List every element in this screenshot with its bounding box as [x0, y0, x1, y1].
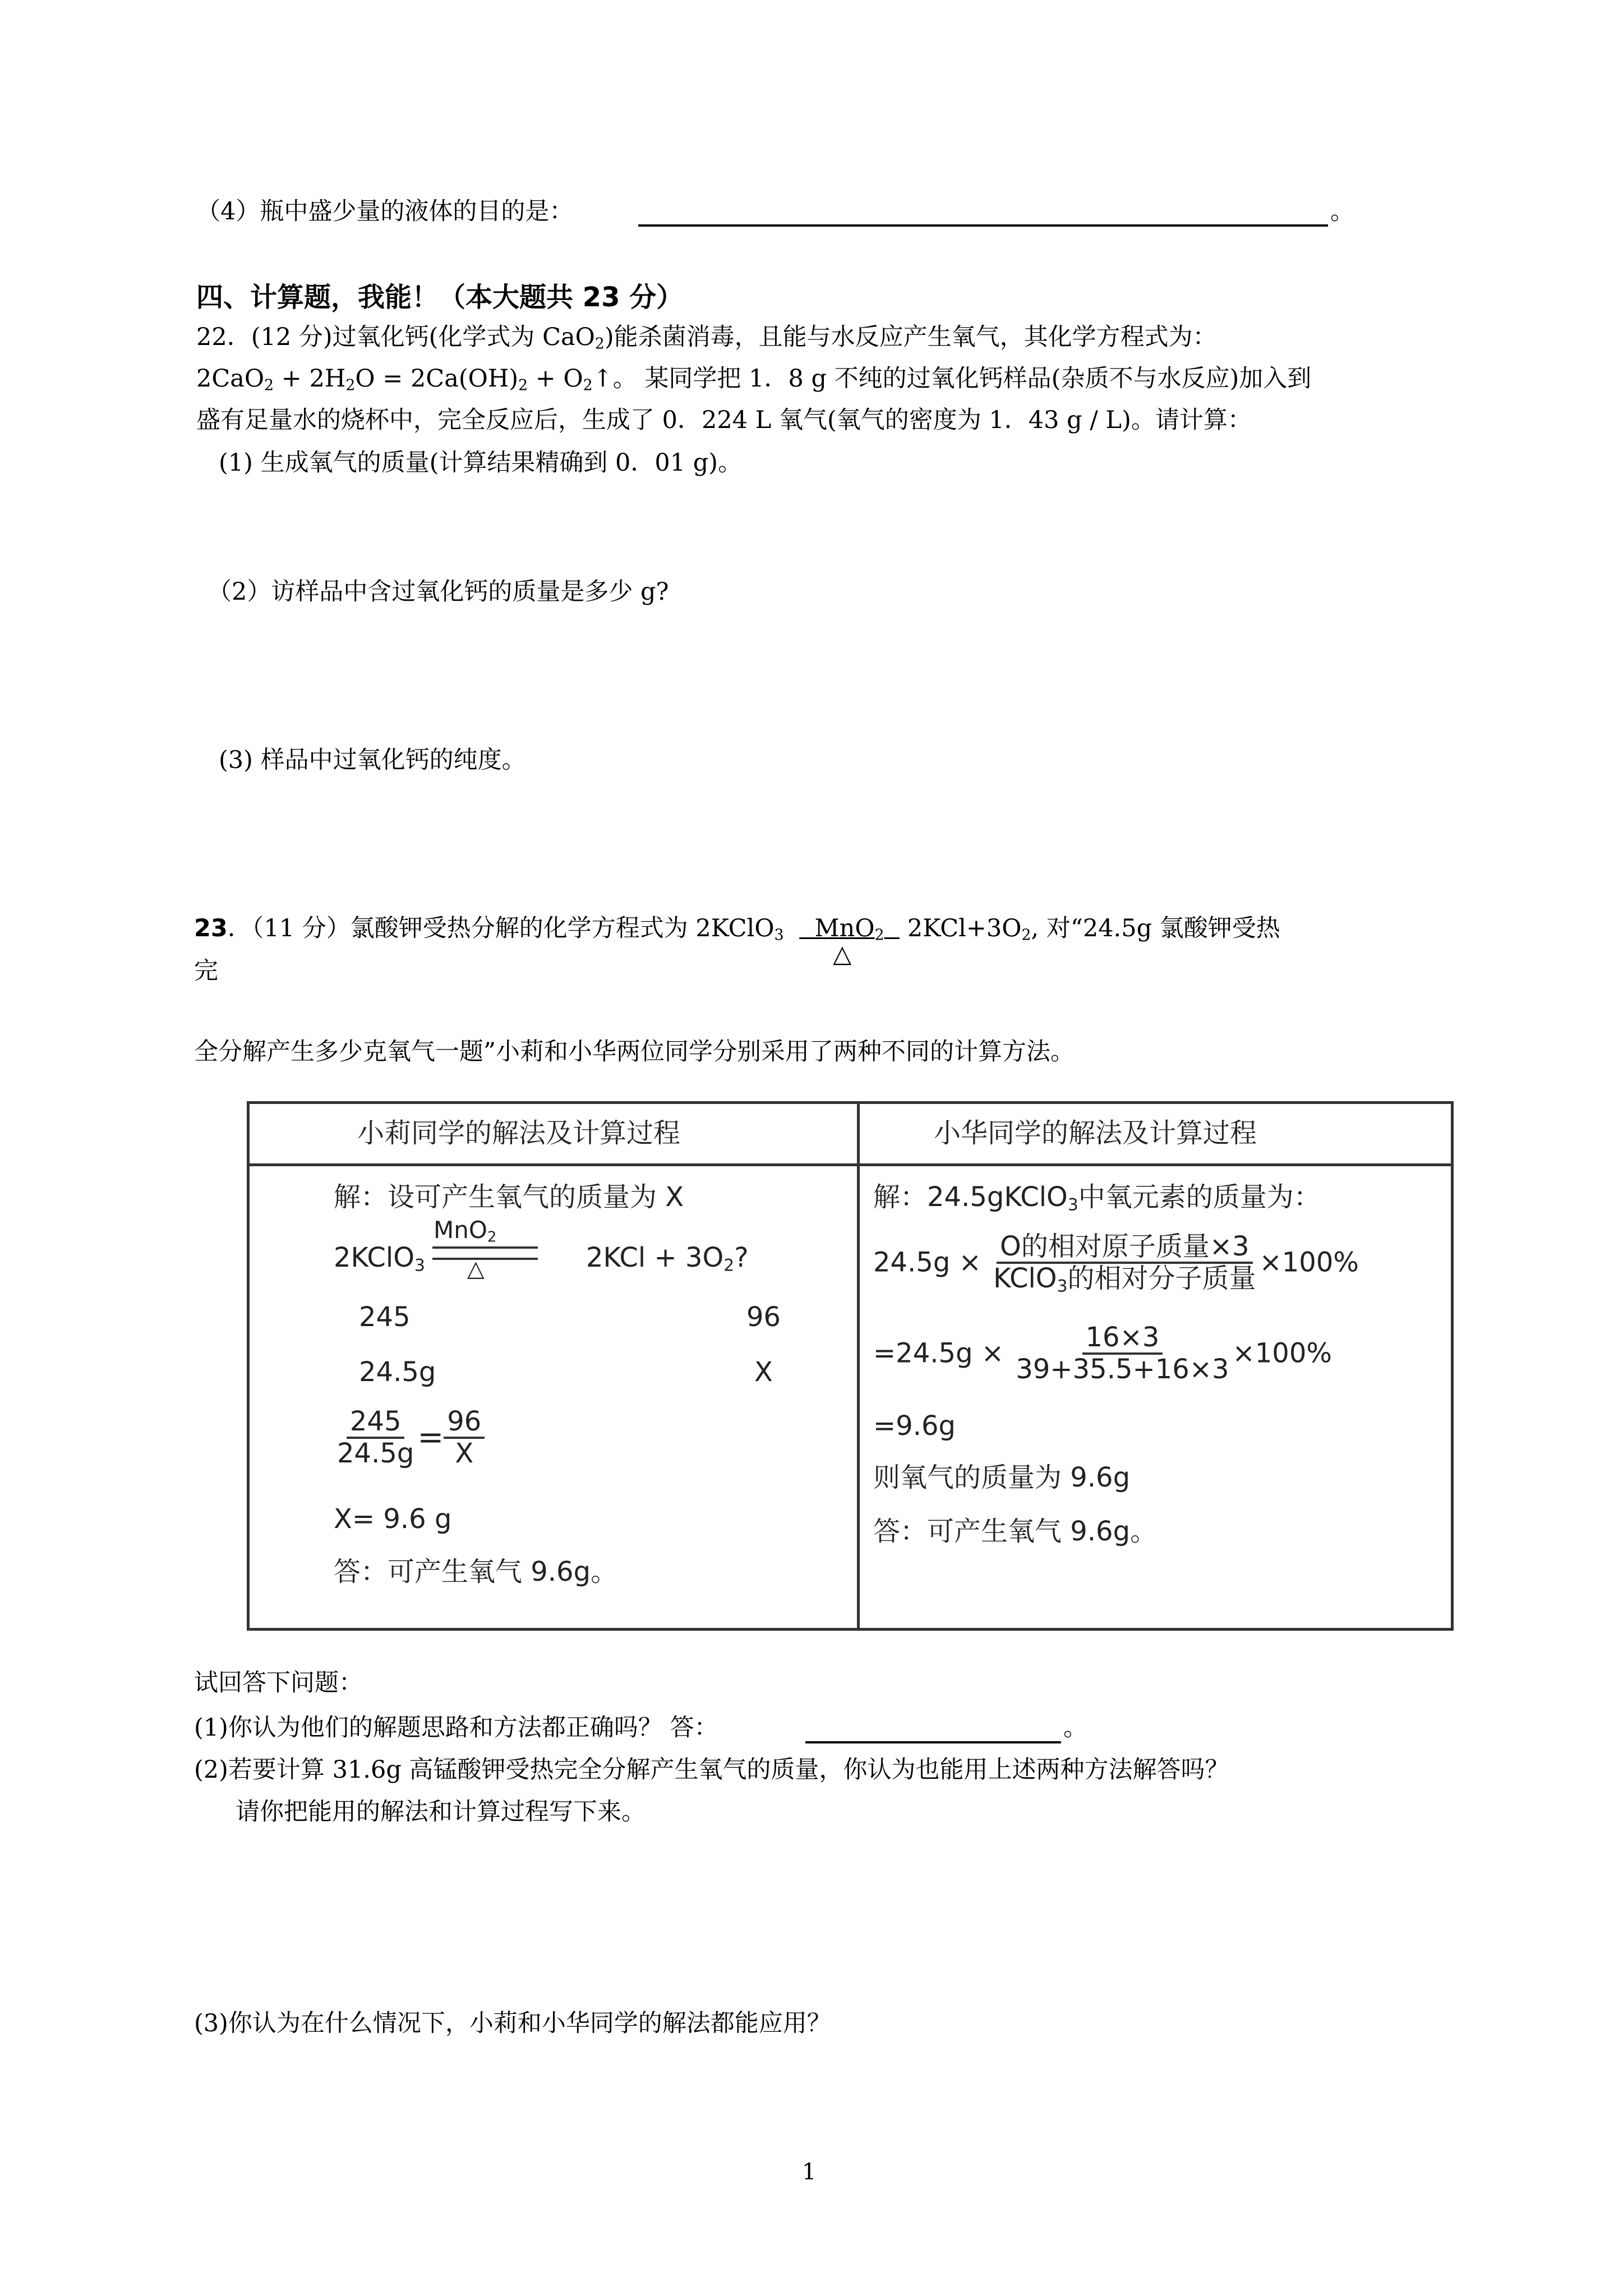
- xiaoli-equation-bars: [432, 1246, 538, 1260]
- section-heading: 四、计算题，我能！（本大题共 23 分）: [196, 282, 684, 313]
- xiaohua-formula1: 24.5g × $\frac{\text{O的相对原子质量×3}}{KClO_3的相对分子质量}$ ×100%: [873, 1231, 1359, 1296]
- q23-question1-blank[interactable]: [805, 1741, 1061, 1743]
- q22-line1: 22．(12 分)过氧化钙(化学式为 CaO$_2$)能杀菌消毒，且能与水反应产生氧气，其化学方程式为：: [196, 323, 1217, 353]
- header-xiaohua: 小华同学的解法及计算过程: [934, 1117, 1257, 1149]
- xiaohua-answer: 答：可产生氧气 9.6g。: [873, 1516, 1158, 1547]
- xiaoli-result: X= 9.6 g: [334, 1503, 452, 1535]
- xiaohua-oxygen-mass: 则氧气的质量为 9.6g: [873, 1462, 1131, 1493]
- q23-intro: 23．（11 分）氯酸钾受热分解的化学方程式为 2KClO$_3$ MnO$_2$ △ $2KCl+3O_2$, 对“24.5g 氯酸钾受热: [194, 914, 1280, 968]
- table-column-divider: [857, 1104, 860, 1628]
- q23-question1: (1)你认为他们的解题思路和方法都正确吗？ 答：: [194, 1714, 718, 1742]
- xiaoli-mass-ratio-b: 96: [746, 1301, 781, 1333]
- q22-equation-line: $2CaO_2 + 2H_2O = 2Ca(OH)_2$ + $O_2↑$。 某同学把 1．8 g 不纯的过氧化钙样品(杂质不与水反应)加入到: [196, 365, 1312, 394]
- q23-catalyst: MnO$_2$ △: [814, 914, 884, 968]
- q21-4-answer-blank[interactable]: [638, 224, 1328, 227]
- xiaoli-proportion: $\frac{245}{24.5g}$ = $\frac{96}{X}$: [334, 1407, 485, 1469]
- xiaoli-catalyst: MnO$_2$: [434, 1216, 497, 1246]
- q22-line3: 盛有足量水的烧杯中，完全反应后，生成了 0．224 L 氧气(氧气的密度为 1．43 g / L)。请计算：: [196, 406, 1252, 434]
- q23-question1-end: 。: [1063, 1714, 1087, 1742]
- q23-question2-line2: 请你把能用的解法和计算过程写下来。: [236, 1798, 645, 1826]
- q22-sub3: (3) 样品中过氧化钙的纯度。: [219, 746, 526, 774]
- xiaoli-line1: 解：设可产生氧气的质量为 X: [334, 1181, 684, 1213]
- q23-question3: (3)你认为在什么情况下，小莉和小华同学的解法都能应用？: [194, 2009, 831, 2037]
- xiaoli-equation-right: $2KCl + 3O_2$?: [586, 1242, 749, 1276]
- q23-intro-wrap: 完: [194, 957, 218, 985]
- xiaoli-unknown: X: [754, 1356, 773, 1388]
- xiaohua-formula2: =24.5g × $\frac{16\times 3}{39+35.5+16\times 3}$ ×100%: [873, 1322, 1332, 1385]
- header-xiaoli: 小莉同学的解法及计算过程: [357, 1117, 681, 1149]
- q23-question2: (2)若要计算 31.6g 高锰酸钾受热完全分解产生氧气的质量，你认为也能用上述两种方法解答吗？: [194, 1756, 1229, 1784]
- q21-4-end: 。: [1330, 197, 1354, 226]
- xiaohua-result: =9.6g: [873, 1410, 956, 1442]
- table-header-divider: [250, 1163, 1451, 1166]
- xiaoli-equation: 2KClO$_3$: [334, 1242, 425, 1276]
- xiaoli-mass-ratio-a: 245: [359, 1301, 411, 1333]
- q22-sub1: (1) 生成氧气的质量(计算结果精确到 0．01 g)。: [219, 449, 743, 477]
- q23-line2: 全分解产生多少克氧气一题”小莉和小华两位同学分别采用了两种不同的计算方法。: [194, 1038, 1075, 1066]
- page-number: 1: [802, 2159, 817, 2185]
- solution-table: [247, 1101, 1454, 1631]
- q21-4-text: （4）瓶中盛少量的液体的目的是：: [196, 197, 574, 226]
- xiaoli-known-mass: 24.5g: [359, 1356, 436, 1388]
- xiaohua-line1: 解：24.5gKClO$_3$中氧元素的质量为：: [873, 1181, 1321, 1215]
- q23-heat-symbol: △: [833, 940, 852, 968]
- q22-sub2: （2）访样品中含过氧化钙的质量是多少 g?: [208, 578, 669, 606]
- q23-try: 试回答下问题：: [194, 1669, 363, 1697]
- xiaoli-heat-symbol: △: [467, 1256, 485, 1282]
- xiaoli-answer: 答：可产生氧气 9.6g。: [334, 1556, 618, 1588]
